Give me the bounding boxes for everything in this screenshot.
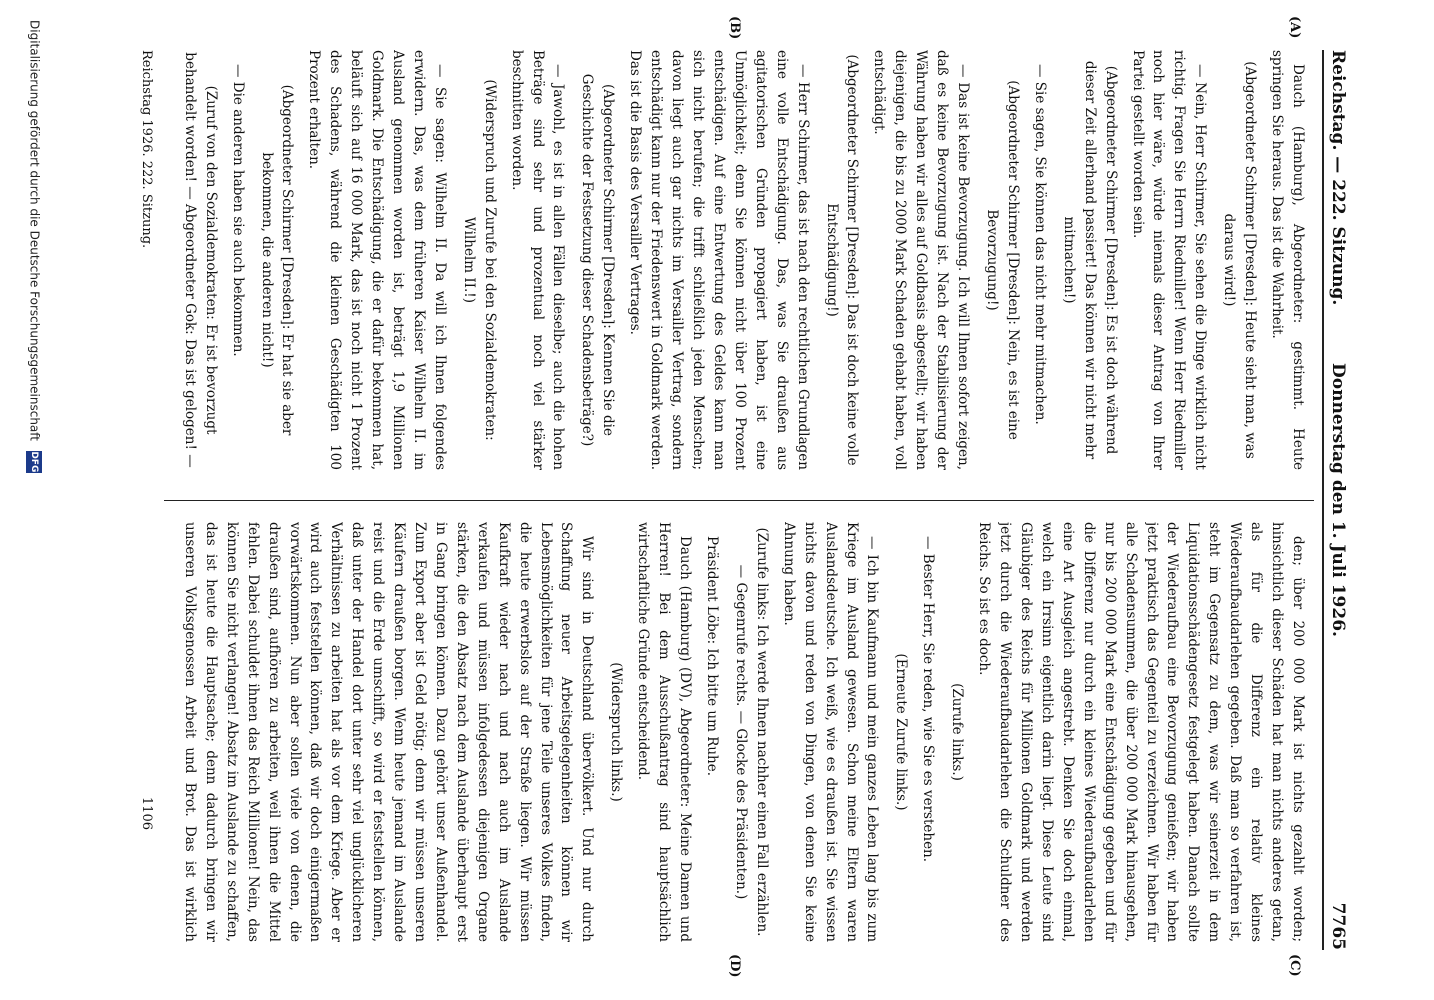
- paragraph: Dauch (Hamburg) (DV), Abgeordneter: Meine Damen und Herren! Bei dem Ausschußantrag sind hauptsächlich wirtschaftliche Gründe entscheidend.: [635, 522, 694, 942]
- marginal-letter-c: (C): [1287, 954, 1302, 977]
- paragraph: — Jawohl, es ist in allen Fällen dieselbe; auch die hohen Beträge sind sehr und prozentual noch viel stärker beschnitten worden.: [508, 50, 567, 470]
- marginal-letter-a: (A): [1287, 16, 1302, 39]
- paragraph: (Abgeordneter Schirmer [Dresden]: Es ist doch während dieser Zeit allerhand passiert! Das können wir nicht mehr mitmachen!): [1060, 60, 1119, 460]
- page-footer: [130, 50, 154, 950]
- paragraph: (Abgeordneter Schirmer [Dresden]: Heute sieht man, was daraus wird!): [1221, 61, 1259, 459]
- left-text-column: [178, 50, 1308, 470]
- paragraph: (Widerspruch links.): [608, 662, 625, 802]
- right-text-column: [178, 522, 1308, 942]
- paragraph: — Die anderen haben sie auch bekommen.: [229, 64, 246, 357]
- paragraph: (Abgeordneter Schirmer [Dresden]: Nein, es ist eine Bevorzugung!): [984, 80, 1021, 440]
- paragraph: — Herr Schirmer, das ist nach den rechtlichen Grundlagen eine volle Entschädigung. Das, was Sie draußen aus agitatorischen Gründen propagiert haben, ist eine Unmöglichkeit; denn Sie können nicht über 100 Prozent entschädigen. Auf eine Entwertung des Geldes kann man sich nicht berufen; die trifft schließlich jeden Menschen; davon liegt auch gar nichts im Versailler Vertrag, sondern entschädigt kann nur der Friedenswert in Goldmark werden. Das ist die Basis des Versailler Vertrages.: [627, 50, 811, 470]
- footer-session: Reichstag 1926. 222. Sitzung.: [139, 50, 154, 249]
- header-page-number: 7765: [1328, 902, 1348, 950]
- paragraph: — Sie sagen, Sie können das nicht mehr mitmachen.: [1031, 64, 1048, 425]
- document-page: [84, 16, 1354, 978]
- paragraph: (Abgeordneter Schirmer [Dresden]: Kennen Sie die Geschichte der Festsetzung dieser Schadensbeträge?): [579, 73, 617, 447]
- paragraph: (Abgeordneter Schirmer [Dresden]: Das ist doch keine volle Entschädigung!): [823, 54, 861, 466]
- footer-number: 1106: [139, 796, 154, 830]
- digitization-credit-text: Digitalisierung gefördert durch die Deutsche Forschungsgemeinschaft: [27, 20, 42, 442]
- header-date: Donnerstag den 1. Juli 1926.: [1328, 363, 1348, 637]
- paragraph: Dauch (Hamburg), Abgeordneter: gestimmt. Heute springen Sie heraus. Das ist die Wahrheit.: [1269, 50, 1306, 470]
- dfg-logo-text: DFG: [29, 451, 39, 473]
- paragraph: (Zurufe links: Ich werde Ihnen nachher einen Fall erzählen. — Gegenrufe rechts. — Glocke des Präsidenten.): [732, 527, 770, 937]
- paragraph: (Zuruf von den Sozialdemokraten: Er ist bevorzugt behandelt worden! — Abgeordneter Gok: Das ist gelogen! —: [181, 52, 219, 468]
- digitization-credit: [18, 20, 42, 980]
- paragraph: (Erneute Zurufe links.): [893, 653, 910, 811]
- header-session: Reichstag. — 222. Sitzung.: [1328, 50, 1348, 306]
- paragraph: — Sie sagen: Wilhelm II. Da will ich Ihnen folgendes erwidern. Das, was dem früheren Kaiser Wilhelm II. im Ausland genommen worden ist, beträgt 1,9 Millionen Goldmark. Die Entschädigung, die er dafür bekommen hat, beläuft sich auf 16 000 Mark, das ist noch nicht 1 Prozent des Schadens, während die kleinen Geschädigten 100 Prozent erhalten.: [306, 50, 448, 470]
- paragraph: Präsident Löbe: Ich bitte um Ruhe.: [704, 536, 721, 777]
- paragraph: Wir sind in Deutschland übervölkert. Und nur durch Schaffung neuer Arbeitsgelegenheiten können wir Lebensmöglichkeiten für jene Teile unseres Volkes finden, die heute erwerbslos auf der Straße liegen. Wir müssen Kaufkraft wieder nach und nach auch im Auslande verkaufen und müssen infolgedessen diejenigen Organe stärken, die den Absatz nach dem Auslande überhaupt erst in Gang bringen können. Dazu gehört unser Außenhandel. Zum Export aber ist Geld nötig; denn wir müssen unseren Käufern draußen borgen. Wenn heute jemand im Auslande reist und die Erde umschifft, so wird er feststellen können, daß unter der Handel dort unter sehr viel unglücklicheren Verhältnissen zu arbeiten hat als vor dem Kriege. Aber er wird auch feststellen können, daß wir doch einigermaßen vorwärtskommen. Nun aber sollen viele von denen, die draußen sind, aufhören zu arbeiten, weil ihnen die Mittel fehlen. Dabei schuldet ihnen das Reich Millionen! Nein, das können Sie nicht verlangen! Absatz im Auslande zu schaffen, das ist heute die Hauptsache; denn dadurch bringen wir unseren Volksgenossen Arbeit und Brot. Das ist wirklich: [181, 522, 596, 942]
- column-divider: [164, 500, 1314, 501]
- paragraph: (Zurufe links.): [949, 683, 966, 781]
- paragraph: — Das ist keine Bevorzugung. Ich will Ihnen sofort zeigen, daß es keine Bevorzugung ist. Nach der Stabilisierung der Währung haben wir alles auf Goldbasis abgestellt; wir haben diejenigen, die bis zu 2000 Mark Schaden gehabt haben, voll entschädigt.: [871, 50, 972, 470]
- marginal-letter-d: (D): [727, 954, 742, 978]
- paragraph: — Nein, Herr Schirmer, Sie sehen die Dinge wirklich nicht richtig. Fragen Sie Herrn Riedmiller! Wenn Herr Riedmiller noch hier wäre, würde niemals dieser Antrag von Ihrer Partei gestellt worden sein.: [1129, 50, 1209, 470]
- paragraph: (Abgeordneter Schirmer [Dresden]: Er hat sie aber bekommen, die anderen nicht!): [258, 84, 296, 436]
- paragraph: den; über 200 000 Mark ist nichts gezahlt worden; hinsichtlich dieser Schäden hat man nichts anderes getan, als für die Differenz ein relativ kleines Wiederaufbaudarlehen gegeben. Daß man so verfahren ist, steht im Gegensatz zu dem, was wir seinerzeit in dem Liquidationsschädengesetz festgelegt haben. Danach sollte der Wiederaufbau eine Bevorzugung genießen; wir haben jetzt praktisch das Gegenteil zu verzeichnen. Wir haben für alle Schadensummen, die über 200 000 Mark hinausgehen, nur bis 200 000 Mark eine Entschädigung gegeben und für die Differenz nur durch ein kleines Wiederaufbaudarlehen eine Art Ausgleich angestrebt. Denken Sie doch einmal, welch ein Irrsinn eigentlich darin liegt. Diese Leute sind Gläubiger des Reichs für Millionen Goldmark und werden jetzt durch die Wiederaufbaudarlehen die Schuldner des Reichs. So ist es doch.: [976, 522, 1306, 942]
- paragraph: — Ich bin Kaufmann und mein ganzes Leben lang bis zum Kriege im Ausland gewesen. Schon meine Eltern waren Auslandsdeutsche. Ich weiß, wie es draußen ist. Sie wissen nichts davon und reden von Dingen, von denen Sie keine Ahnung haben.: [780, 522, 881, 942]
- dfg-logo: [26, 451, 42, 473]
- paragraph: (Widerspruch und Zurufe bei den Sozialdemokraten: Wilhelm II.!): [460, 79, 498, 441]
- page-header: [1322, 50, 1354, 950]
- paragraph: — Bester Herr, Sie reden, wie Sie es verstehen.: [920, 536, 937, 863]
- marginal-letter-b: (B): [727, 16, 742, 40]
